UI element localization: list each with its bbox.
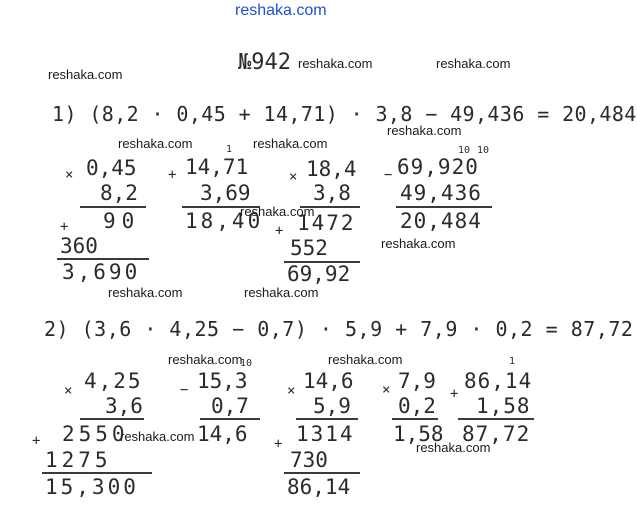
divider (296, 418, 358, 420)
task2-c-row: 1314 (296, 422, 355, 446)
task2-c-row: 730 (290, 448, 328, 472)
watermark: reshaka.com (416, 440, 491, 455)
minus-sign: − (384, 167, 393, 183)
watermark: reshaka.com (118, 136, 193, 151)
divider (396, 206, 492, 208)
mult-sign: × (287, 383, 296, 399)
watermark: reshaka.com (120, 429, 195, 444)
mult-sign: × (289, 169, 298, 185)
task1-b-row: 3,69 (200, 181, 251, 205)
divider (200, 418, 260, 420)
watermark: reshaka.com (108, 285, 183, 300)
task2-a-row: 15,300 (45, 475, 139, 499)
task2-b-row: 0,7 (211, 394, 249, 418)
task1-b-row: 18,40 (185, 209, 264, 233)
watermark: reshaka.com (48, 67, 123, 82)
mult-sign: × (64, 383, 73, 399)
watermark: reshaka.com (436, 56, 511, 71)
plus-sign: + (32, 433, 41, 449)
task2-equation: 2) (3,6 · 4,25 − 0,7) · 5,9 + 7,9 · 0,2 = 87,72 (44, 317, 634, 341)
divider (182, 206, 260, 208)
task2-a-row: 1275 (45, 448, 112, 472)
divider (392, 418, 438, 420)
mult-sign: × (65, 167, 74, 183)
carry-mark: 10 (477, 145, 490, 156)
divider (80, 206, 146, 208)
plus-sign: + (274, 436, 283, 452)
plus-sign: + (60, 219, 69, 235)
divider (80, 418, 144, 420)
watermark: reshaka.com (328, 352, 403, 367)
watermark: reshaka.com (168, 352, 243, 367)
task1-a-row: 3,690 (62, 260, 141, 284)
task2-b-row: 15,3 (197, 369, 248, 393)
task2-e-row: 87,72 (462, 422, 531, 446)
task1-c-row: 69,92 (287, 262, 351, 286)
mult-sign: × (382, 382, 391, 398)
watermark-top: reshaka.com (235, 2, 327, 19)
task1-a-row: 360 (60, 234, 98, 258)
task1-c-row: 3,8 (313, 181, 351, 205)
divider (42, 472, 152, 474)
watermark: reshaka.com (240, 204, 315, 219)
task2-c-row: 86,14 (287, 475, 351, 499)
watermark: reshaka.com (298, 56, 373, 71)
task2-a-row: 4,25 (84, 369, 143, 393)
watermark: reshaka.com (244, 285, 319, 300)
task1-c-row: 1472 (297, 211, 356, 235)
task2-a-row: 2550 (62, 422, 129, 446)
minus-sign: − (180, 382, 189, 398)
task1-a-row: 0,45 (86, 156, 137, 180)
task2-d-row: 1,58 (393, 422, 444, 446)
watermark: reshaka.com (253, 136, 328, 151)
task2-c-row: 5,9 (313, 394, 351, 418)
task2-a-row: 3,6 (105, 394, 143, 418)
watermark: reshaka.com (387, 123, 462, 138)
task2-d-row: 7,9 (398, 369, 436, 393)
task1-c-row: 552 (290, 236, 328, 260)
carry-mark: 1 (226, 144, 233, 155)
divider (458, 418, 534, 420)
task2-e-row: 1,58 (476, 394, 531, 418)
plus-sign: + (168, 167, 177, 183)
problem-number: №942 (238, 50, 291, 75)
task1-a-row: 8,2 (100, 181, 138, 205)
task2-e-row: 86,14 (464, 369, 533, 393)
plus-sign: + (275, 223, 284, 239)
task1-d-row: 20,484 (400, 209, 482, 233)
task2-b-row: 14,6 (197, 422, 248, 446)
task2-c-row: 14,6 (303, 369, 354, 393)
task1-c-row: 18,4 (306, 157, 357, 181)
carry-mark: 10 (458, 145, 471, 156)
divider (284, 472, 360, 474)
carry-mark: 1 (509, 356, 516, 367)
carry-mark: 10 (240, 358, 253, 369)
task1-a-row: 90 (103, 209, 141, 233)
plus-sign: + (450, 386, 459, 402)
task1-d-row: 49,436 (400, 181, 482, 205)
task1-d-row: 69,920 (397, 155, 479, 179)
task1-equation: 1) (8,2 · 0,45 + 14,71) · 3,8 − 49,436 = 20,484 (52, 102, 637, 126)
task2-d-row: 0,2 (398, 394, 436, 418)
task1-b-row: 14,71 (185, 155, 249, 179)
watermark: reshaka.com (381, 236, 456, 251)
divider (300, 206, 360, 208)
